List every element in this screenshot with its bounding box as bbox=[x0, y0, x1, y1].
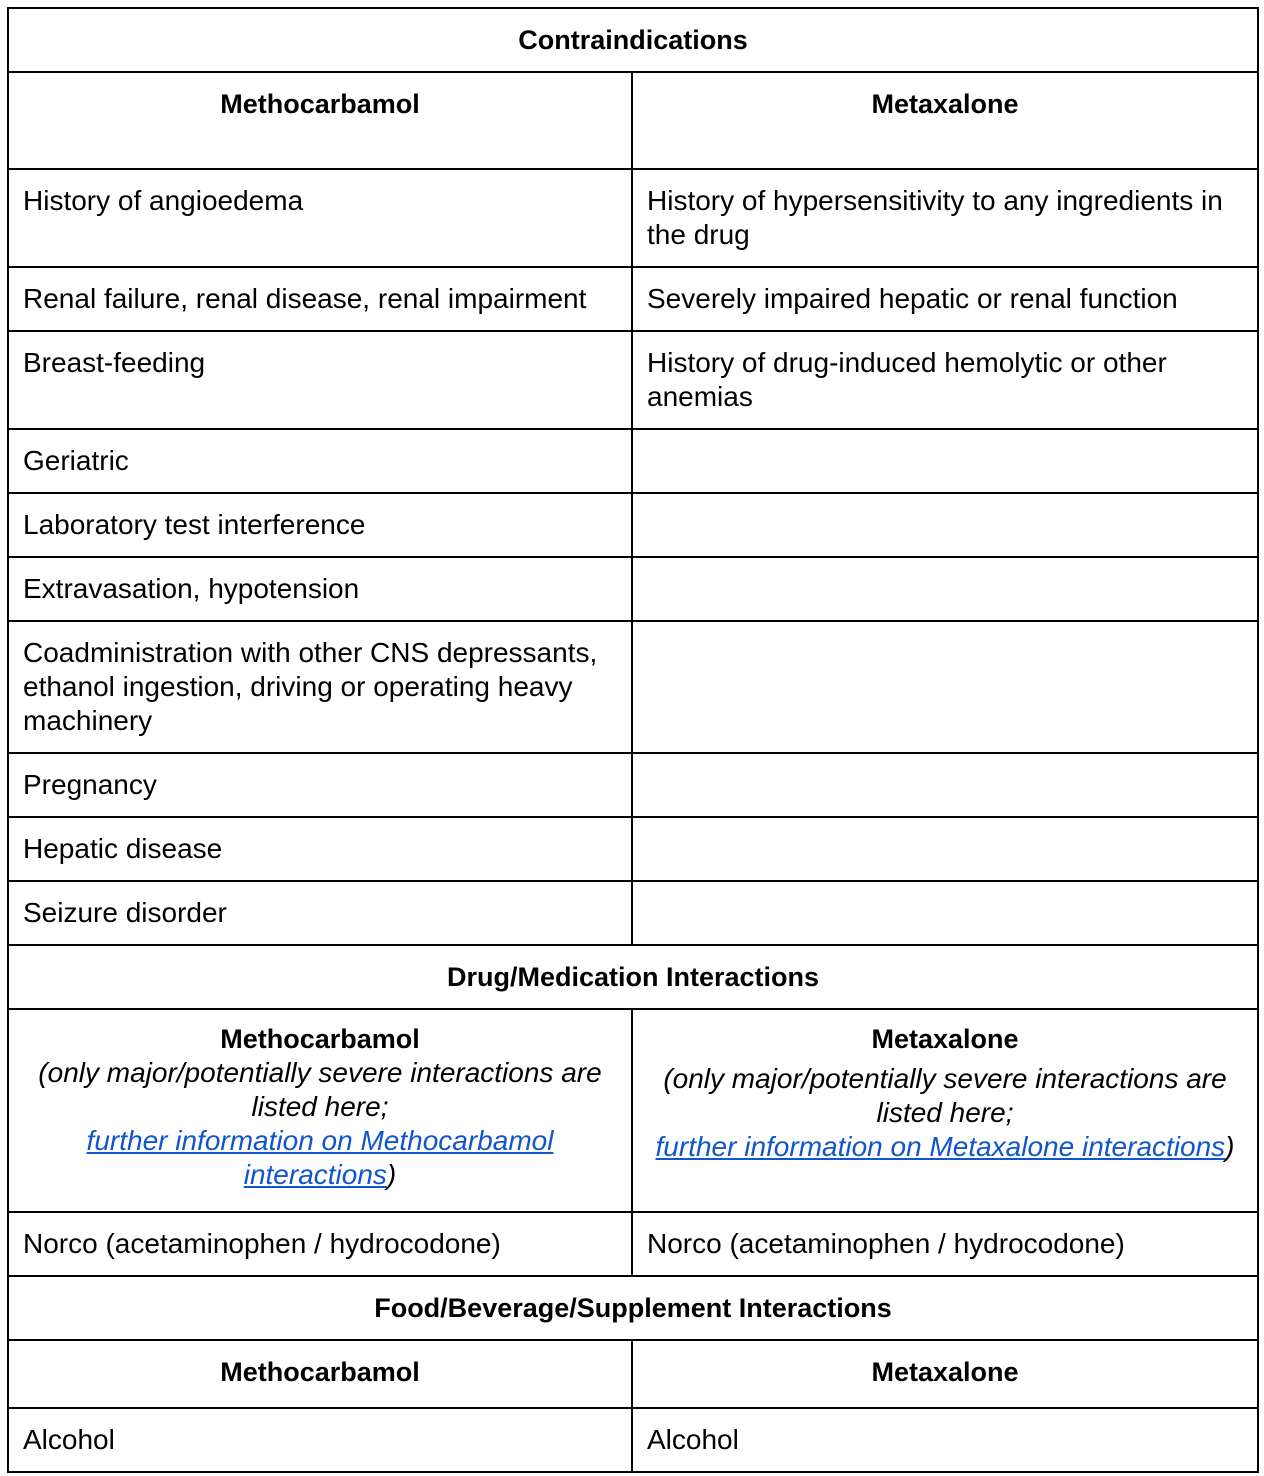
cell-methocarbamol: History of angioedema bbox=[8, 169, 632, 267]
metaxalone-interactions-link[interactable]: further information on Metaxalone interactions bbox=[655, 1131, 1226, 1162]
close-paren: ) bbox=[1225, 1131, 1235, 1162]
cell-metaxalone bbox=[632, 621, 1258, 753]
cell-methocarbamol: Norco (acetaminophen / hydrocodone) bbox=[8, 1212, 632, 1276]
table-row bbox=[8, 1408, 1258, 1472]
cell-metaxalone bbox=[632, 881, 1258, 945]
column-header-row bbox=[8, 1009, 1258, 1212]
table-row bbox=[8, 169, 1258, 267]
table-row bbox=[8, 429, 1258, 493]
table-row bbox=[8, 493, 1258, 557]
contraindications-title: Contraindications bbox=[8, 8, 1258, 72]
table-row bbox=[8, 621, 1258, 753]
cell-methocarbamol: Pregnancy bbox=[8, 753, 632, 817]
cell-methocarbamol: Breast-feeding bbox=[8, 331, 632, 429]
cell-methocarbamol: Hepatic disease bbox=[8, 817, 632, 881]
col-header-methocarbamol: Methocarbamol bbox=[8, 1340, 632, 1408]
cell-methocarbamol: Laboratory test interference bbox=[8, 493, 632, 557]
food-interactions-title: Food/Beverage/Supplement Interactions bbox=[8, 1276, 1258, 1340]
col-header-methocarbamol: Methocarbamol bbox=[8, 72, 632, 169]
cell-methocarbamol: Extravasation, hypotension bbox=[8, 557, 632, 621]
cell-metaxalone: Alcohol bbox=[632, 1408, 1258, 1472]
cell-metaxalone bbox=[632, 557, 1258, 621]
table-row bbox=[8, 881, 1258, 945]
table-row bbox=[8, 1212, 1258, 1276]
interaction-header-methocarbamol bbox=[8, 1009, 632, 1212]
table-row bbox=[8, 753, 1258, 817]
column-header-row bbox=[8, 72, 1258, 169]
column-header-row bbox=[8, 1340, 1258, 1408]
cell-methocarbamol: Seizure disorder bbox=[8, 881, 632, 945]
cell-metaxalone: Severely impaired hepatic or renal function bbox=[632, 267, 1258, 331]
cell-metaxalone bbox=[632, 817, 1258, 881]
cell-metaxalone: History of hypersensitivity to any ingredients in the drug bbox=[632, 169, 1258, 267]
interaction-header-metaxalone bbox=[632, 1009, 1258, 1212]
cell-methocarbamol: Alcohol bbox=[8, 1408, 632, 1472]
close-paren: ) bbox=[386, 1159, 397, 1190]
table-row bbox=[8, 267, 1258, 331]
col-header-metaxalone: Metaxalone bbox=[871, 1024, 1019, 1054]
section-header-row bbox=[8, 8, 1258, 72]
cell-metaxalone bbox=[632, 429, 1258, 493]
drug-interactions-title: Drug/Medication Interactions bbox=[8, 945, 1258, 1009]
comparison-table bbox=[7, 7, 1259, 1473]
col-header-metaxalone: Metaxalone bbox=[632, 1340, 1258, 1408]
interaction-note: (only major/potentially severe interactions are listed here; bbox=[38, 1057, 602, 1122]
table-row bbox=[8, 557, 1258, 621]
table-row bbox=[8, 331, 1258, 429]
cell-methocarbamol: Geriatric bbox=[8, 429, 632, 493]
cell-metaxalone: History of drug-induced hemolytic or other anemias bbox=[632, 331, 1258, 429]
section-header-row bbox=[8, 945, 1258, 1009]
col-header-methocarbamol: Methocarbamol bbox=[220, 1024, 420, 1054]
interaction-note: (only major/potentially severe interactions are listed here; bbox=[663, 1063, 1227, 1128]
cell-methocarbamol: Coadministration with other CNS depressants, ethanol ingestion, driving or operating heavy machinery bbox=[8, 621, 632, 753]
cell-metaxalone bbox=[632, 753, 1258, 817]
section-header-row bbox=[8, 1276, 1258, 1340]
cell-methocarbamol: Renal failure, renal disease, renal impairment bbox=[8, 267, 632, 331]
cell-metaxalone bbox=[632, 493, 1258, 557]
col-header-metaxalone: Metaxalone bbox=[632, 72, 1258, 169]
methocarbamol-interactions-link[interactable]: further information on Methocarbamol interactions bbox=[86, 1125, 554, 1190]
cell-metaxalone: Norco (acetaminophen / hydrocodone) bbox=[632, 1212, 1258, 1276]
table-row bbox=[8, 817, 1258, 881]
